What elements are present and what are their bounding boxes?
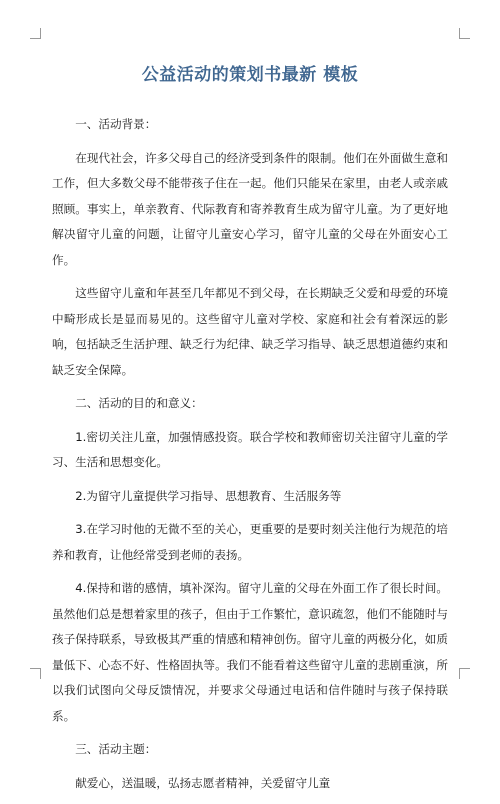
paragraph-background-1: 在现代社会，许多父母自己的经济受到条件的限制。他们在外面做生意和工作，但大多数父母不能带孩子住在一起。他们只能呆在家里，由老人或亲戚照顾。事实上，单亲教育、代际教育和寄养教育生成为留守儿童。为了更好地解决留守儿童的问题，让留守儿童安心学习，留守儿童的父母在外面安心工作。	[52, 150, 448, 267]
crop-mark-top-right	[459, 28, 470, 39]
paragraph-purpose-2: 2.为留守儿童提供学习指导、思想教育、生活服务等	[75, 488, 342, 503]
paragraph-purpose-3: 3.在学习时他的无微不至的关心，更重要的是要时刻关注他行为规范的培养和教育，让他经常受到老师的表扬。	[52, 522, 448, 562]
document-page	[52, 62, 448, 804]
section-heading-purpose: 二、活动的目的和意义：	[75, 396, 203, 410]
crop-mark-top-left	[30, 28, 41, 39]
crop-mark-bottom-left	[30, 668, 41, 679]
paragraph-purpose-4: 4.保持和谐的感情，填补深沟。留守儿童的父母在外面工作了很长时间。虽然他们总是想着家里的孩子，但由于工作繁忙，意识疏忽，他们不能随时与孩子保持联系，导致极其严重的情感和精神创伤。留守儿童的两极分化，如质量低下、心态不好、性格固执等。我们不能看着这些留守儿童的悲剧重演，所以我们试图向父母反馈情况，并要求父母通过电话和信件随时与孩子保持联系。	[52, 581, 448, 723]
section-heading-background: 一、活动背景：	[75, 117, 157, 131]
paragraph-background-2: 这些留守儿童和年甚至几年都见不到父母，在长期缺乏父爱和母爱的环境中畸形成长是显而易见的。这些留守儿童对学校、家庭和社会有着深远的影响，包括缺乏生活护理、缺乏行为纪律、缺乏学习指导、缺乏思想道德约束和缺乏安全保障。	[52, 286, 448, 377]
crop-mark-bottom-right	[459, 668, 470, 679]
section-heading-theme: 三、活动主题：	[75, 742, 157, 756]
paragraph-purpose-1: 1.密切关注儿童，加强情感投资。联合学校和教师密切关注留守儿童的学习、生活和思想变化。	[52, 429, 448, 469]
document-title: 公益活动的策划书最新 模板	[141, 65, 359, 85]
paragraph-theme: 献爱心，送温暖，弘扬志愿者精神，关爱留守儿童	[75, 775, 331, 790]
